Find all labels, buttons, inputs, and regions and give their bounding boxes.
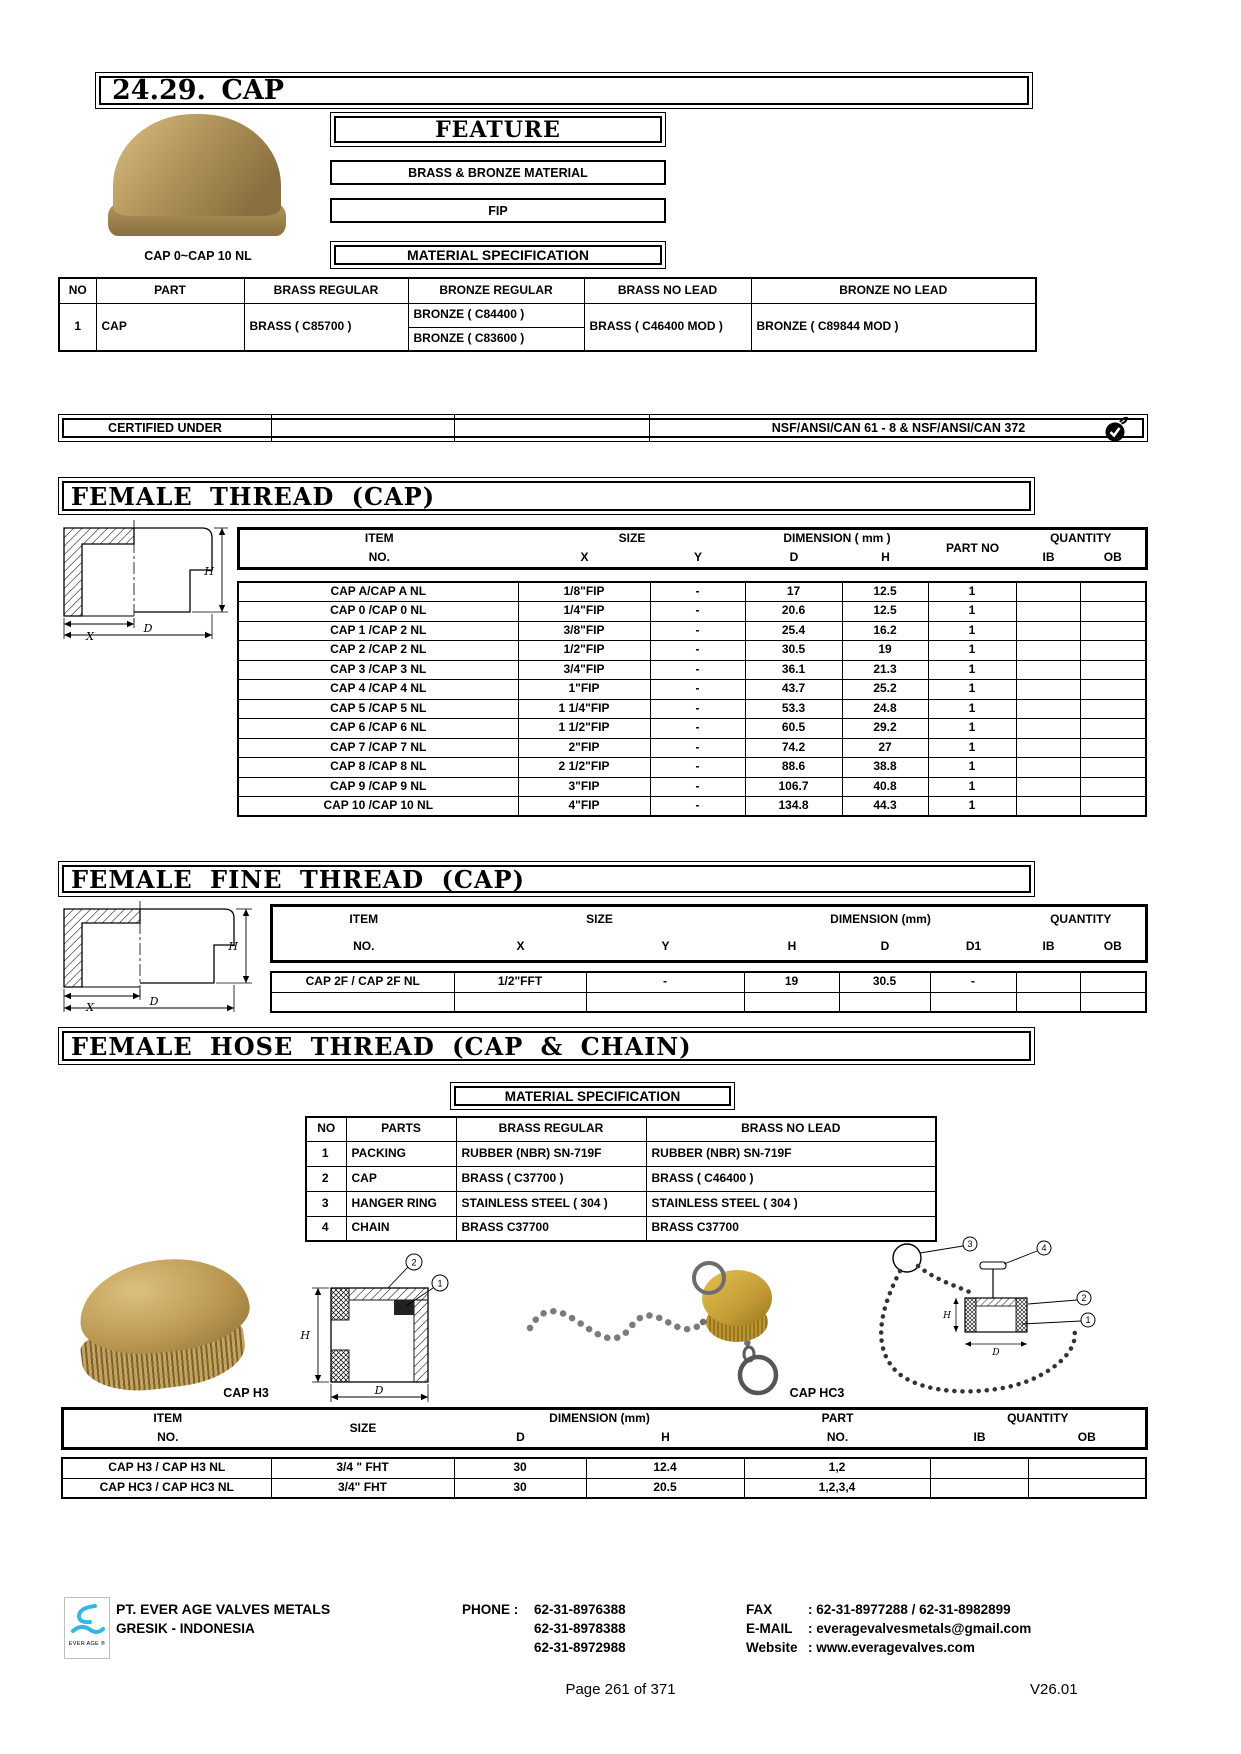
fine-thread-section-drawing [56,901,264,1019]
callout-1: 1 [1085,1315,1091,1325]
cap-section-drawing [56,520,234,648]
phone-number: 62-31-8976388 [534,1602,626,1617]
dim-label-d: D [374,1384,384,1397]
material-spec-title-box [330,241,666,269]
callout-3: 3 [967,1239,973,1249]
product-photo-caption: CAP 0~CAP 10 NL [144,249,252,263]
company-logo-text: EVER AGE ® [68,1641,106,1647]
dim-label-d: D [149,995,159,1008]
feature-item-fip [330,198,666,223]
female-fine-thread-table [270,971,1145,1013]
table-row: CAP HC3 / CAP HC3 NL 3/4" FHT 30 20.5 1,2,3,4 [62,1478,1146,1498]
dim-label-h: H [228,940,238,953]
hose-material-spec-title: MATERIAL SPECIFICATION [504,1088,681,1104]
section-female-thread [58,477,1035,515]
hose-thread-table [61,1457,1145,1499]
dim-label-x: X [86,630,94,643]
feature-item-fip-text: FIP [488,203,508,218]
female-thread-table-header: ITEM SIZE DIMENSION ( mm ) PART NO QUANTITY NO. X Y D H IB OB [237,527,1145,570]
version-label: V26.01 [1030,1681,1078,1698]
website-label: Website [746,1640,798,1655]
contact-block [746,1600,1031,1657]
table-row: CAP 1 /CAP 2 NL 3/8"FIP - 25.4 16.2 1 [238,621,1146,641]
page-title [95,72,1033,109]
company-logo-icon [67,1600,107,1640]
hose-thread-table-header: ITEM SIZE DIMENSION (mm) PART QUANTITY NO. D H NO. IB OB [61,1407,1145,1450]
section-female-thread-title: FEMALE THREAD (CAP) [71,481,436,511]
company-city: GRESIK - INDONESIA [116,1621,255,1636]
table-row: CAP 0 /CAP 0 NL 1/4"FIP - 20.6 12.5 1 [238,602,1146,622]
certified-empty-2 [454,415,649,441]
certified-value-cell [649,415,1147,441]
website-value: : www.everagevalves.com [808,1640,975,1655]
table-row: CAP 10 /CAP 10 NL 4"FIP - 134.8 44.3 1 [238,797,1146,817]
callout-2: 2 [1081,1293,1087,1303]
feature-item-material-text: BRASS & BRONZE MATERIAL [408,165,588,180]
table-row: CAP 6 /CAP 6 NL 1 1/2"FIP - 60.5 29.2 1 [238,719,1146,739]
table-row: CAP 3 /CAP 3 NL 3/4"FIP - 36.1 21.3 1 [238,660,1146,680]
feature-title: FEATURE [435,116,561,143]
cap-photo-dome [113,114,281,216]
table-row: CAP 7 /CAP 7 NL 2"FIP - 74.2 27 1 [238,738,1146,758]
email-label: E-MAIL [746,1621,793,1636]
table-row: CAP 5 /CAP 5 NL 1 1/4"FIP - 53.3 24.8 1 [238,699,1146,719]
hose-cap-section-drawing [276,1250,478,1414]
email-value: : everagevalvesmetals@gmail.com [808,1621,1032,1636]
table-row [271,992,1146,1012]
cap-h3-photo [70,1254,260,1399]
cap-hc3-chain-photo [505,1250,800,1410]
product-photo [103,110,293,242]
dim-label-h: H [204,565,214,578]
table-row: CAP A/CAP A NL 1/8"FIP - 17 12.5 1 [238,582,1146,602]
callout-4: 4 [1041,1243,1047,1253]
callout-2: 2 [411,1257,417,1268]
hose-material-spec-title-box [450,1082,735,1110]
company-name: PT. EVER AGE VALVES METALS [116,1601,331,1617]
page-number: Page 261 of 371 [565,1681,676,1698]
table-row: CAP 9 /CAP 9 NL 3"FIP - 106.7 40.8 1 [238,777,1146,797]
feature-title-box [330,112,666,147]
material-spec-title: MATERIAL SPECIFICATION [407,247,589,263]
certified-empty-1 [271,415,454,441]
page-title-text: 24.29. CAP [112,75,285,106]
dim-label-h: H [300,1329,310,1342]
phone-number: 62-31-8972988 [534,1640,626,1655]
certified-value: NSF/ANSI/CAN 61 - 8 & NSF/ANSI/CAN 372 [771,421,1026,435]
dim-label-x: X [86,1001,94,1014]
company-info [116,1600,330,1638]
table-row: CAP 2 /CAP 2 NL 1/2"FIP - 30.5 19 1 [238,641,1146,661]
certified-label: CERTIFIED UNDER [108,421,222,435]
female-fine-thread-table-header: ITEM SIZE DIMENSION (mm) QUANTITY NO. X Y H D D1 IB OB [270,904,1145,963]
company-logo [64,1597,110,1659]
material-spec-table: NO PART BRASS REGULAR BRONZE REGULAR BRASS NO LEAD BRONZE NO LEAD 1 CAP BRASS ( C85700 ) BRONZE ( C84400 ) BRASS ( C46400 MOD ) BRONZE ( C89844 MOD ) BRONZE ( C83600 ) [58,277,1035,352]
cap-h3-caption: CAP H3 [223,1386,269,1400]
cap-hc3-caption: CAP HC3 [789,1386,845,1400]
table-row: 4 CHAIN BRASS C37700 BRASS C37700 [306,1216,936,1241]
table-row: 3 HANGER RING STAINLESS STEEL ( 304 ) STAINLESS STEEL ( 304 ) [306,1191,936,1216]
cap-chain-diagram [852,1236,1120,1404]
certified-bar [58,414,1148,442]
dim-label-d: D [992,1348,1000,1358]
table-row: CAP H3 / CAP H3 NL 3/4 " FHT 30 12.4 1,2 [62,1458,1146,1478]
feature-item-material [330,160,666,185]
section-female-fine-thread-title: FEMALE FINE THREAD (CAP) [71,864,525,894]
fax-label: FAX [746,1602,773,1617]
female-thread-table [237,581,1145,817]
dim-label-d: D [143,622,153,635]
table-row: 1 PACKING RUBBER (NBR) SN-719F RUBBER (NBR) SN-719F [306,1141,936,1166]
dim-label-h: H [943,1311,951,1321]
certification-mark-icon [1103,415,1129,443]
hose-material-spec-table: NO PARTS BRASS REGULAR BRASS NO LEAD 1 PACKING RUBBER (NBR) SN-719F RUBBER (NBR) SN-719F 2 CAP BRASS ( C37700 ) BRASS ( C46400 ) 3 HANGER RING STAINLESS STEEL ( 304 ) STAINLESS STEEL ( 304 ) 4 CHAIN BRASS C37700 BRASS C37700 [305,1116,935,1242]
section-female-hose-thread [58,1027,1035,1065]
phone-number: 62-31-8978388 [534,1621,626,1636]
table-row: 2 CAP BRASS ( C37700 ) BRASS ( C46400 ) [306,1166,936,1191]
phone-block [462,1600,626,1657]
fax-value: : 62-31-8977288 / 62-31-8982899 [808,1602,1011,1617]
table-row: CAP 8 /CAP 8 NL 2 1/2"FIP - 88.6 38.8 1 [238,758,1146,778]
table-row: CAP 4 /CAP 4 NL 1"FIP - 43.7 25.2 1 [238,680,1146,700]
section-female-hose-thread-title: FEMALE HOSE THREAD (CAP & CHAIN) [71,1031,692,1061]
callout-1: 1 [437,1278,443,1289]
phone-label: PHONE : [462,1602,519,1617]
table-row: CAP 2F / CAP 2F NL 1/2"FFT - 19 30.5 - [271,972,1146,992]
section-female-fine-thread [58,861,1035,897]
